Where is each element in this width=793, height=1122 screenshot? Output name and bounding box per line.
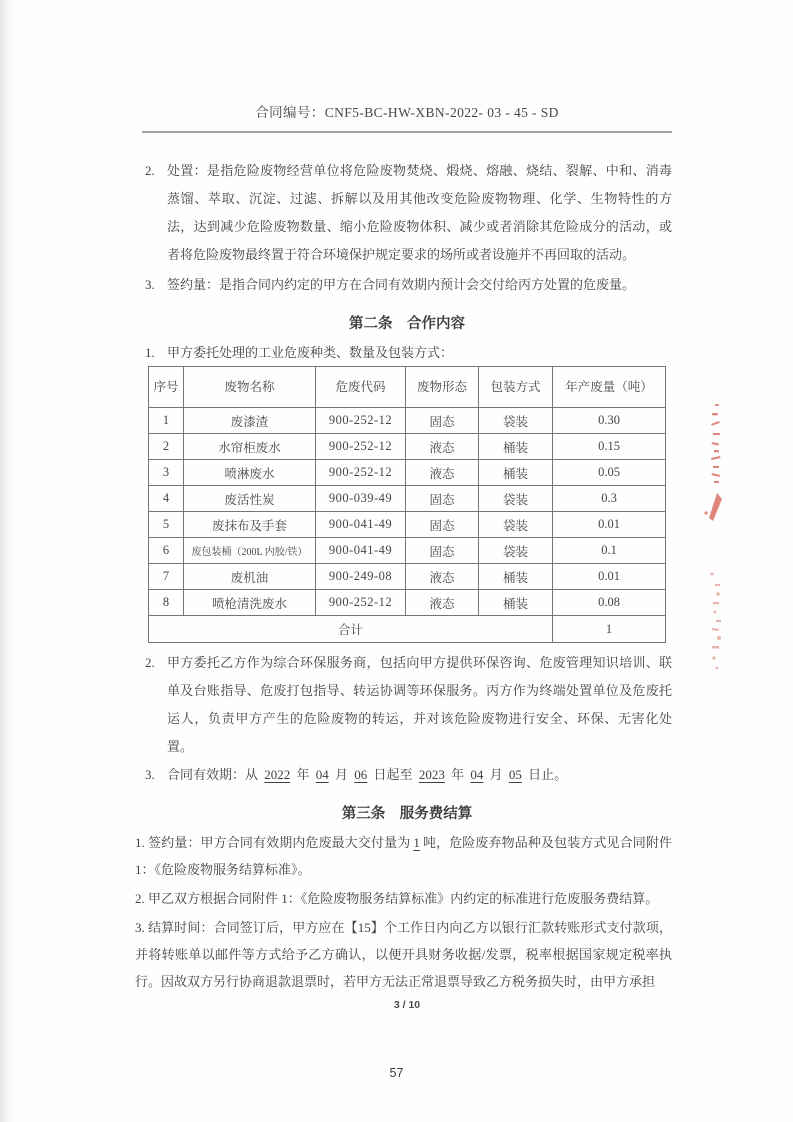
waste-table-header-row <box>149 367 666 408</box>
cell-code: 900-252-12 <box>316 434 406 460</box>
validity-segment: 年 <box>447 767 468 782</box>
document-page-indicator: 3 / 10 <box>393 999 421 1011</box>
contract-number-value: CNF5-BC-HW-XBN-2022- 03 - 45 - SD <box>324 105 559 120</box>
section-2-item-2 <box>142 649 672 761</box>
table-row <box>149 538 666 564</box>
col-header-index: 序号 <box>149 367 184 408</box>
red-stamp-edge-lower <box>703 568 725 676</box>
cell-packaging: 桶装 <box>479 460 553 486</box>
cell-form: 固态 <box>406 486 479 512</box>
col-header-code: 危废代码 <box>316 367 406 408</box>
cell-name: 喷淋废水 <box>184 460 316 486</box>
validity-year-end: 2023 <box>418 767 445 782</box>
red-stamp-edge-upper <box>703 400 725 524</box>
cell-index: 2 <box>149 434 184 460</box>
cell-name: 废机油 <box>184 564 316 590</box>
cell-index: 1 <box>149 408 184 434</box>
cell-code: 900-041-49 <box>316 538 406 564</box>
total-label: 合计 <box>149 616 553 643</box>
cell-code: 900-252-12 <box>316 408 406 434</box>
cell-packaging: 袋装 <box>479 512 553 538</box>
total-value: 1 <box>553 616 666 643</box>
cell-amount: 0.01 <box>553 512 666 538</box>
validity-day-start: 06 <box>354 767 368 782</box>
cell-packaging: 桶装 <box>479 564 553 590</box>
cell-code: 900-039-49 <box>316 486 406 512</box>
definitions-list <box>142 157 672 299</box>
validity-month-end: 04 <box>470 767 484 782</box>
cell-index: 3 <box>149 460 184 486</box>
cell-code: 900-041-49 <box>316 512 406 538</box>
cell-name: 废抹布及手套 <box>184 512 316 538</box>
definition-text: 签约量：是指合同内约定的甲方在合同有效期内预计会交付给丙方处置的危废量。 <box>167 277 636 292</box>
table-row <box>149 434 666 460</box>
header-divider <box>142 131 672 133</box>
table-row <box>149 460 666 486</box>
validity-text <box>167 767 567 782</box>
cell-packaging: 桶装 <box>479 434 553 460</box>
col-header-form: 废物形态 <box>406 367 479 408</box>
section-3-title: 第三条 服务费结算 <box>341 806 473 822</box>
cell-name: 喷枪清洗废水 <box>184 590 316 616</box>
item-number: 1. <box>145 345 155 360</box>
section-3-item-3: 3. 结算时间：合同签订后，甲方应在【15】个工作日内向乙方以银行汇款转账形式支付款项，并将转账单以邮件等方式给予乙方确认，以便开具财务收据/发票，税率根据国家规定税率执行。因故双方另行协商退款退票时，若甲方无法正常退票导致乙方税务损失时，由甲方承担 <box>135 920 672 989</box>
section-2-title: 第二条 合作内容 <box>349 316 465 332</box>
cell-name: 废活性炭 <box>184 486 316 512</box>
cell-packaging: 袋装 <box>479 486 553 512</box>
validity-segment: 月 <box>486 767 506 782</box>
validity-segment: 年 <box>293 767 313 782</box>
item-number: 3. <box>145 277 155 292</box>
section-2-item-1 <box>142 341 672 365</box>
table-row <box>149 590 666 616</box>
section-3-body <box>135 829 672 995</box>
validity-segment: 合同有效期：从 <box>167 767 262 782</box>
validity-segment: 月 <box>331 767 352 782</box>
table-row <box>149 564 666 590</box>
definition-item-contract-volume <box>142 271 672 299</box>
col-header-packaging: 包装方式 <box>479 367 553 408</box>
item-number: 2. <box>145 163 155 178</box>
cell-name: 废漆渣 <box>184 408 316 434</box>
item-number: 3. <box>145 767 155 782</box>
cell-name: 水帘柜废水 <box>184 434 316 460</box>
cell-index: 7 <box>149 564 184 590</box>
waste-table <box>148 366 666 643</box>
col-header-annual-amount: 年产废量（吨） <box>553 367 666 408</box>
cell-index: 5 <box>149 512 184 538</box>
section-3-item-2: 2. 甲乙双方根据合同附件 1：《危险废物服务结算标准》内约定的标准进行危废服务费结算。 <box>135 891 659 906</box>
item-text: 吨，危险废弃物品种及包装方式见合同附件 1：《危险废物服务结算标准》。 <box>135 835 672 877</box>
definition-text: 处置：是指危险废物经营单位将危险废物焚烧、煅烧、熔融、烧结、裂解、中和、消毒蒸馏、萃取、沉淀、过滤、拆解以及用其他改变危险废物物理、化学、生物特性的方法，达到减少危险废物数量、缩小危险废物体积、减少或者消除其危险成分的活动，或者将危险废物最终置于符合环境保护规定要求的场所或者设施并不再回取的活动。 <box>167 163 672 262</box>
cell-form: 液态 <box>406 564 479 590</box>
page-number: 57 <box>389 1066 404 1080</box>
cell-form: 液态 <box>406 590 479 616</box>
contract-number-label: 合同编号： <box>255 105 325 120</box>
section-3-item-1 <box>135 829 672 883</box>
col-header-name: 废物名称 <box>184 367 316 408</box>
validity-segment: 日起至 <box>370 767 416 782</box>
table-total-row <box>149 616 666 643</box>
table-row <box>149 512 666 538</box>
cell-index: 8 <box>149 590 184 616</box>
table-row <box>149 486 666 512</box>
cell-amount: 0.1 <box>553 538 666 564</box>
cell-name: 废包装桶（200L 内胶/铁） <box>184 538 316 564</box>
cell-amount: 0.3 <box>553 486 666 512</box>
item-text: 甲方委托乙方作为综合环保服务商，包括向甲方提供环保咨询、危废管理知识培训、联单及台账指导、危废打包指导、转运协调等环保服务。丙方作为终端处置单位及危废托运人，负责甲方产生的危险废物的转运，并对该危险废物进行安全、环保、无害化处置。 <box>167 655 672 754</box>
cell-index: 6 <box>149 538 184 564</box>
item-number: 2. <box>145 655 155 670</box>
cell-form: 固态 <box>406 408 479 434</box>
contract-validity-line <box>142 761 672 789</box>
document-body <box>135 103 672 1011</box>
cell-amount: 0.30 <box>553 408 666 434</box>
cell-form: 固态 <box>406 512 479 538</box>
validity-year-start: 2022 <box>264 767 291 782</box>
cell-code: 900-249-08 <box>316 564 406 590</box>
cell-amount: 0.08 <box>553 590 666 616</box>
contract-number-line <box>142 103 672 123</box>
cell-form: 液态 <box>406 434 479 460</box>
validity-day-end: 05 <box>508 767 522 782</box>
validity-segment: 日止。 <box>524 767 568 782</box>
cell-code: 900-252-12 <box>316 460 406 486</box>
cell-amount: 0.05 <box>553 460 666 486</box>
item-text: 甲方委托处理的工业危废种类、数量及包装方式： <box>167 345 454 360</box>
cell-form: 固态 <box>406 538 479 564</box>
cell-code: 900-252-12 <box>316 590 406 616</box>
cell-amount: 0.15 <box>553 434 666 460</box>
cell-packaging: 桶装 <box>479 590 553 616</box>
cell-amount: 0.01 <box>553 564 666 590</box>
table-row <box>149 408 666 434</box>
validity-month-start: 04 <box>315 767 329 782</box>
cell-index: 4 <box>149 486 184 512</box>
cell-packaging: 袋装 <box>479 538 553 564</box>
cell-packaging: 袋装 <box>479 408 553 434</box>
cell-form: 液态 <box>406 460 479 486</box>
item-text: 1. 签约量：甲方合同有效期内危废最大交付量为 <box>135 835 411 850</box>
definition-item-disposal <box>142 157 672 269</box>
max-delivery-amount: 1 <box>413 835 420 850</box>
